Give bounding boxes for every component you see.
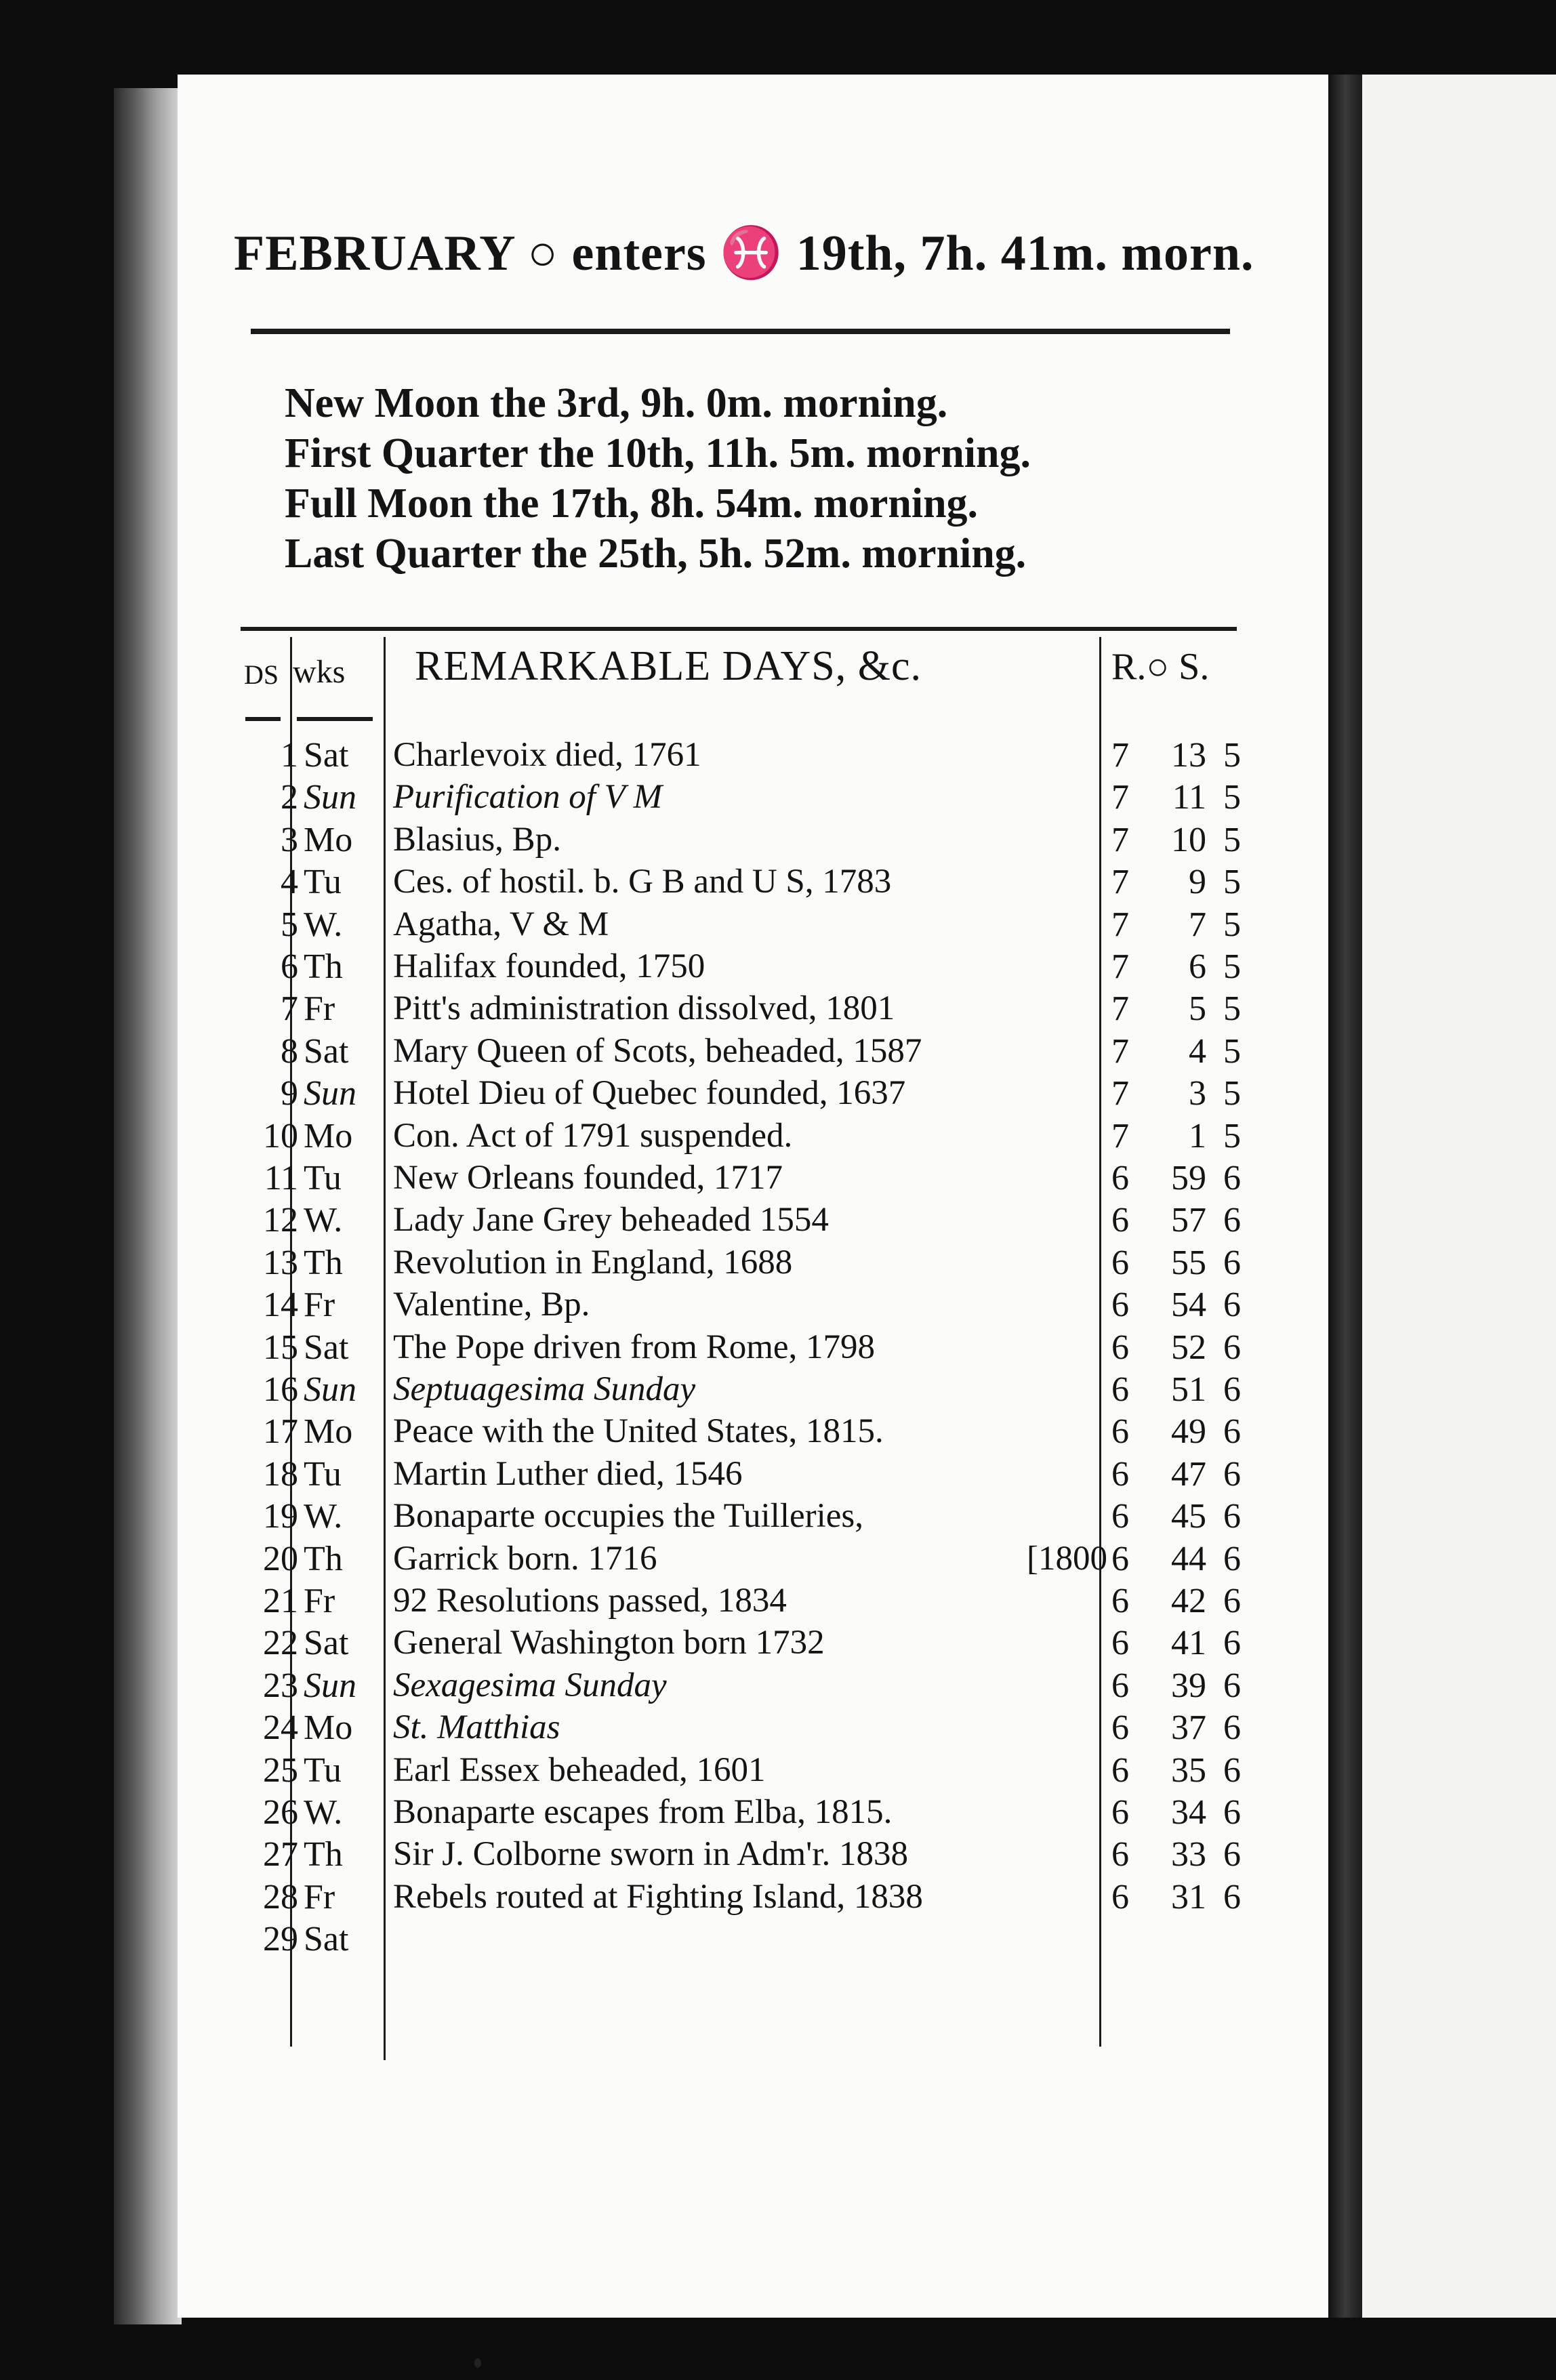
sunset-hour: 5 xyxy=(1223,1031,1241,1071)
weekday: Fr xyxy=(304,1286,335,1325)
sunrise-hour: 6 xyxy=(1111,1539,1129,1578)
month-header: FEBRUARY ○ enters ♓ 19th, 7h. 41m. morn. xyxy=(234,226,1254,281)
sunrise-hour: 6 xyxy=(1111,1666,1129,1705)
sunrise-minute: 3 xyxy=(1189,1074,1206,1113)
sunset-hour: 6 xyxy=(1223,1286,1241,1325)
sunrise-minute: 47 xyxy=(1171,1454,1206,1494)
day-of-month: 1 xyxy=(281,736,298,775)
sunrise-hour: 6 xyxy=(1111,1412,1129,1452)
weekday: Sat xyxy=(304,1920,349,1959)
sunrise-minute: 1 xyxy=(1189,1116,1206,1155)
remarkable-event-continuation: [1800 xyxy=(1027,1539,1107,1578)
day-of-month: 20 xyxy=(263,1539,298,1578)
sunset-hour: 6 xyxy=(1223,1412,1241,1452)
weekday: Tu xyxy=(304,863,342,902)
sunrise-hour: 7 xyxy=(1111,1074,1129,1113)
weekday: Fr xyxy=(304,1877,335,1916)
moon-phase-new: New Moon the 3rd, 9h. 0m. morning. xyxy=(285,380,948,426)
sunset-hour: 6 xyxy=(1223,1497,1241,1536)
sunset-hour: 6 xyxy=(1223,1370,1241,1409)
sunset-hour: 5 xyxy=(1223,820,1241,859)
sunset-hour: 6 xyxy=(1223,1539,1241,1578)
sunset-hour: 5 xyxy=(1223,1116,1241,1155)
column-header-ds: DS xyxy=(244,659,279,690)
weekday: Th xyxy=(304,1835,343,1874)
sunset-hour: 6 xyxy=(1223,1243,1241,1282)
remarkable-event: Mary Queen of Scots, beheaded, 1587 xyxy=(393,1031,922,1070)
sunrise-hour: 6 xyxy=(1111,1835,1129,1874)
sunset-hour: 6 xyxy=(1223,1624,1241,1663)
sunset-hour: 6 xyxy=(1223,1750,1241,1790)
sunset-hour: 6 xyxy=(1223,1328,1241,1367)
sunset-hour: 5 xyxy=(1223,863,1241,902)
day-of-month: 6 xyxy=(281,947,298,986)
sunrise-hour: 6 xyxy=(1111,1159,1129,1197)
sunrise-minute: 5 xyxy=(1189,989,1206,1029)
sunrise-minute: 9 xyxy=(1189,863,1206,902)
day-of-month: 14 xyxy=(263,1286,298,1325)
sunrise-minute: 11 xyxy=(1172,778,1206,817)
day-of-month: 2 xyxy=(281,778,298,817)
sunset-hour: 6 xyxy=(1223,1201,1241,1240)
sunrise-hour: 7 xyxy=(1111,1031,1129,1071)
day-of-month: 18 xyxy=(263,1454,298,1494)
sunrise-minute: 4 xyxy=(1189,1031,1206,1071)
weekday: Th xyxy=(304,1243,343,1282)
sunrise-minute: 7 xyxy=(1189,905,1206,944)
adjacent-page xyxy=(1362,75,1556,2318)
weekday: Sat xyxy=(304,736,349,775)
sunset-hour: 5 xyxy=(1223,736,1241,775)
sunset-hour: 6 xyxy=(1223,1877,1241,1916)
remarkable-event: 92 Resolutions passed, 1834 xyxy=(393,1582,787,1620)
day-of-month: 3 xyxy=(281,820,298,859)
remarkable-event: Septuagesima Sunday xyxy=(393,1370,696,1408)
day-of-month: 24 xyxy=(263,1708,298,1748)
day-of-month: 23 xyxy=(263,1666,298,1705)
sunrise-hour: 6 xyxy=(1111,1877,1129,1916)
weekday: Sun xyxy=(304,1666,356,1705)
sunrise-minute: 51 xyxy=(1171,1370,1206,1409)
day-of-month: 4 xyxy=(281,863,298,902)
remarkable-event: Bonaparte escapes from Elba, 1815. xyxy=(393,1793,893,1831)
weekday: Fr xyxy=(304,989,335,1029)
remarkable-event: Lady Jane Grey beheaded 1554 xyxy=(393,1201,829,1239)
weekday: Sun xyxy=(304,778,356,817)
weekday: Tu xyxy=(304,1159,342,1197)
weekday: W. xyxy=(304,1201,343,1240)
day-of-month: 19 xyxy=(263,1497,298,1536)
day-of-month: 16 xyxy=(263,1370,298,1409)
weekday: Th xyxy=(304,947,343,986)
day-of-month: 12 xyxy=(263,1201,298,1240)
remarkable-event: Agatha, V & M xyxy=(393,905,609,943)
sunrise-minute: 34 xyxy=(1171,1793,1206,1832)
remarkable-event: New Orleans founded, 1717 xyxy=(393,1159,783,1197)
remarkable-event: Purification of V M xyxy=(393,778,663,817)
remarkable-event: Con. Act of 1791 suspended. xyxy=(393,1116,793,1155)
day-of-month: 25 xyxy=(263,1750,298,1790)
remarkable-event: Revolution in England, 1688 xyxy=(393,1243,793,1281)
day-of-month: 9 xyxy=(281,1074,298,1113)
sunrise-minute: 49 xyxy=(1171,1412,1206,1452)
day-of-month: 7 xyxy=(281,989,298,1029)
day-of-month: 17 xyxy=(263,1412,298,1452)
table-top-rule xyxy=(241,627,1237,631)
sunrise-minute: 42 xyxy=(1171,1582,1206,1620)
sunrise-hour: 6 xyxy=(1111,1370,1129,1409)
column-divider xyxy=(1099,637,1101,2047)
sunrise-hour: 6 xyxy=(1111,1582,1129,1620)
weekday: Sat xyxy=(304,1624,349,1663)
day-of-month: 11 xyxy=(264,1159,298,1197)
remarkable-event: Earl Essex beheaded, 1601 xyxy=(393,1750,766,1789)
remarkable-event: Blasius, Bp. xyxy=(393,820,561,859)
sunrise-hour: 6 xyxy=(1111,1454,1129,1494)
header-rule xyxy=(251,329,1230,334)
header-dash-wks xyxy=(297,717,373,721)
day-of-month: 21 xyxy=(263,1582,298,1620)
sunrise-minute: 10 xyxy=(1171,820,1206,859)
sunrise-minute: 44 xyxy=(1171,1539,1206,1578)
sunrise-hour: 6 xyxy=(1111,1328,1129,1367)
day-of-month: 10 xyxy=(263,1116,298,1155)
day-of-month: 5 xyxy=(281,905,298,944)
day-of-month: 22 xyxy=(263,1624,298,1663)
sunrise-hour: 7 xyxy=(1111,863,1129,902)
sunrise-hour: 7 xyxy=(1111,820,1129,859)
weekday: Sun xyxy=(304,1370,356,1409)
sunset-hour: 5 xyxy=(1223,947,1241,986)
sunrise-hour: 7 xyxy=(1111,905,1129,944)
day-of-month: 27 xyxy=(263,1835,298,1874)
remarkable-event: The Pope driven from Rome, 1798 xyxy=(393,1328,876,1366)
weekday: W. xyxy=(304,1793,343,1832)
remarkable-event: Hotel Dieu of Quebec founded, 1637 xyxy=(393,1074,906,1113)
remarkable-event: Bonaparte occupies the Tuilleries, xyxy=(393,1497,864,1536)
sunrise-hour: 7 xyxy=(1111,736,1129,775)
sunrise-minute: 55 xyxy=(1171,1243,1206,1282)
sunrise-minute: 6 xyxy=(1189,947,1206,986)
remarkable-event: General Washington born 1732 xyxy=(393,1624,825,1662)
weekday: Sun xyxy=(304,1074,356,1113)
sunrise-hour: 7 xyxy=(1111,989,1129,1029)
remarkable-event: Martin Luther died, 1546 xyxy=(393,1454,743,1493)
sunrise-hour: 6 xyxy=(1111,1201,1129,1240)
day-of-month: 26 xyxy=(263,1793,298,1832)
weekday: Tu xyxy=(304,1454,342,1494)
weekday: Mo xyxy=(304,1412,353,1452)
sunrise-minute: 33 xyxy=(1171,1835,1206,1874)
sunset-hour: 6 xyxy=(1223,1454,1241,1494)
sunrise-minute: 54 xyxy=(1171,1286,1206,1325)
remarkable-event: Charlevoix died, 1761 xyxy=(393,736,701,774)
column-divider xyxy=(384,637,386,2060)
remarkable-event: Rebels routed at Fighting Island, 1838 xyxy=(393,1877,923,1916)
remarkable-event: Peace with the United States, 1815. xyxy=(393,1412,884,1451)
sunrise-hour: 6 xyxy=(1111,1286,1129,1325)
remarkable-event: St. Matthias xyxy=(393,1708,560,1747)
ink-speck xyxy=(474,2358,481,2368)
sunrise-minute: 31 xyxy=(1171,1877,1206,1916)
sunrise-hour: 7 xyxy=(1111,778,1129,817)
page-edge xyxy=(114,88,182,2324)
sunset-hour: 5 xyxy=(1223,989,1241,1029)
column-header-wks: wks xyxy=(293,654,346,690)
remarkable-event: Pitt's administration dissolved, 1801 xyxy=(393,989,895,1028)
remarkable-event: Sexagesima Sunday xyxy=(393,1666,667,1704)
weekday: Sat xyxy=(304,1031,349,1071)
sunrise-minute: 59 xyxy=(1171,1159,1206,1197)
sunset-hour: 6 xyxy=(1223,1708,1241,1748)
weekday: Mo xyxy=(304,1708,353,1748)
weekday: Th xyxy=(304,1539,343,1578)
sunrise-minute: 41 xyxy=(1171,1624,1206,1663)
day-of-month: 13 xyxy=(263,1243,298,1282)
sunset-hour: 5 xyxy=(1223,778,1241,817)
remarkable-event: Ces. of hostil. b. G B and U S, 1783 xyxy=(393,863,892,901)
sunset-hour: 5 xyxy=(1223,905,1241,944)
remarkable-event: Garrick born. 1716 xyxy=(393,1539,657,1578)
remarkable-event: Valentine, Bp. xyxy=(393,1286,590,1324)
weekday: Sat xyxy=(304,1328,349,1367)
column-header-sunrise-sunset: R.○ S. xyxy=(1111,646,1210,688)
remarkable-event: Halifax founded, 1750 xyxy=(393,947,705,985)
weekday: Fr xyxy=(304,1582,335,1620)
day-of-month: 28 xyxy=(263,1877,298,1916)
sunset-hour: 6 xyxy=(1223,1793,1241,1832)
sunrise-hour: 6 xyxy=(1111,1708,1129,1748)
sunrise-minute: 35 xyxy=(1171,1750,1206,1790)
sunset-hour: 6 xyxy=(1223,1159,1241,1197)
day-of-month: 8 xyxy=(281,1031,298,1071)
header-dash-ds xyxy=(245,717,281,721)
sunset-hour: 6 xyxy=(1223,1582,1241,1620)
sunrise-hour: 7 xyxy=(1111,947,1129,986)
day-of-month: 15 xyxy=(263,1328,298,1367)
weekday: W. xyxy=(304,905,343,944)
remarkable-event: Sir J. Colborne sworn in Adm'r. 1838 xyxy=(393,1835,909,1874)
sunrise-hour: 6 xyxy=(1111,1793,1129,1832)
sunrise-minute: 57 xyxy=(1171,1201,1206,1240)
book-spine xyxy=(1328,75,1362,2318)
weekday: Mo xyxy=(304,820,353,859)
weekday: Mo xyxy=(304,1116,353,1155)
weekday: W. xyxy=(304,1497,343,1536)
sunrise-minute: 39 xyxy=(1171,1666,1206,1705)
sunrise-hour: 6 xyxy=(1111,1243,1129,1282)
sunset-hour: 6 xyxy=(1223,1666,1241,1705)
sunrise-hour: 7 xyxy=(1111,1116,1129,1155)
column-header-remarkable-days: REMARKABLE DAYS, &c. xyxy=(415,643,922,689)
weekday: Tu xyxy=(304,1750,342,1790)
sunrise-minute: 45 xyxy=(1171,1497,1206,1536)
moon-phase-full: Full Moon the 17th, 8h. 54m. morning. xyxy=(285,480,979,527)
sunrise-minute: 52 xyxy=(1171,1328,1206,1367)
day-of-month: 29 xyxy=(263,1920,298,1959)
moon-phase-first-quarter: First Quarter the 10th, 11h. 5m. morning. xyxy=(285,430,1031,476)
sunrise-hour: 6 xyxy=(1111,1624,1129,1663)
sunrise-minute: 13 xyxy=(1171,736,1206,775)
sunset-hour: 5 xyxy=(1223,1074,1241,1113)
sunset-hour: 6 xyxy=(1223,1835,1241,1874)
sunrise-hour: 6 xyxy=(1111,1497,1129,1536)
sunrise-hour: 6 xyxy=(1111,1750,1129,1790)
moon-phase-last-quarter: Last Quarter the 25th, 5h. 52m. morning. xyxy=(285,531,1027,577)
sunrise-minute: 37 xyxy=(1171,1708,1206,1748)
